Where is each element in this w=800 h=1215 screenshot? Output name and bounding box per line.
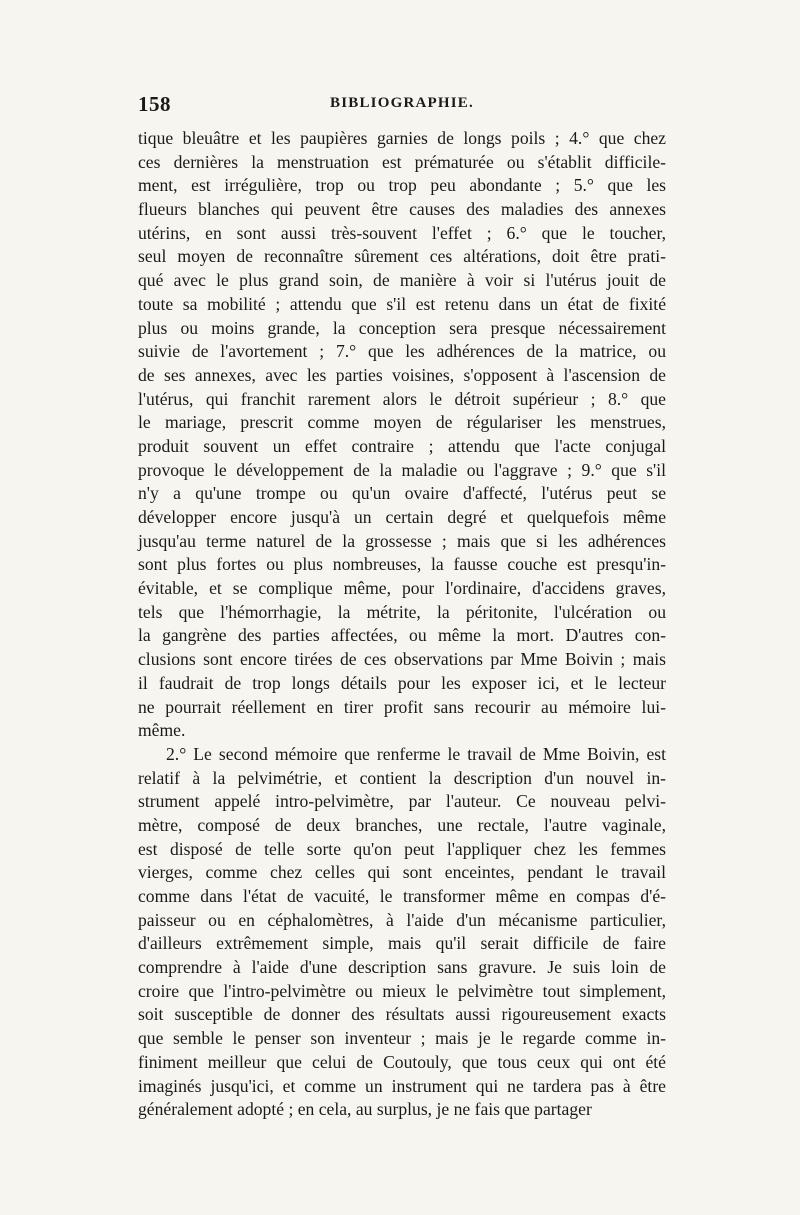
text-line: flueurs blanches qui peuvent être causes des maladies des annexes [138,199,666,220]
text-line: ces dernières la menstruation est prématurée ou s'établit difficile- [138,151,666,172]
text-line: généralement adopté ; en cela, au surplus, je ne fais que partager [138,1099,592,1120]
text-line: comme dans l'état de vacuité, le transformer même en compas d'é- [138,886,666,906]
text-line: tels que l'hémorrhagie, la métrite, la péritonite, l'ulcération ou [138,601,666,622]
text-line: même. [138,720,186,741]
text-line: développer encore jusqu'à un certain degré et quelquefois même [138,507,666,527]
text-line: 2.° Le second mémoire que renferme le travail de Mme Boivin, est [166,743,666,764]
text-line: suivie de l'avortement ; 7.° que les adhérences de la matrice, ou [138,341,666,362]
text-line: utérins, en sont aussi très-souvent l'effet ; 6.° que le toucher, [138,222,666,243]
text-line: comprendre à l'aide d'une description sans gravure. Je suis loin de [138,957,666,978]
text-line: de ses annexes, avec les parties voisines, s'opposent à l'ascension de [138,364,666,385]
text-line: clusions sont encore tirées de ces observations par Mme Boivin ; mais [138,649,666,670]
text-line: provoque le développement de la maladie ou l'aggrave ; 9.° que s'il [138,459,666,480]
text-line: soit susceptible de donner des résultats aussi rigoureusement exacts [138,1004,666,1025]
text-line: ne pourrait réellement en tirer profit sans recourir au mémoire lui- [138,696,666,717]
running-title: BIBLIOGRAPHIE. [330,95,474,111]
text-line: vierges, comme chez celles qui sont enceintes, pendant le travail [138,862,666,883]
text-line: seul moyen de reconnaître sûrement ces altérations, doit être prati- [138,246,666,267]
text-line: finiment meilleur que celui de Coutouly, que tous ceux qui ont été [138,1051,666,1072]
page-number: 158 [138,92,171,116]
text-line: toute sa mobilité ; attendu que s'il est retenu dans un état de fixité [138,293,666,314]
text-line: évitable, et se complique même, pour l'ordinaire, d'accidens graves, [138,578,666,599]
text-line: la gangrène des parties affectées, ou même la mort. D'autres con- [138,625,666,646]
text-line: il faudrait de trop longs détails pour les exposer ici, et le lecteur [138,672,666,693]
text-line: relatif à la pelvimétrie, et contient la description d'un nouvel in- [138,767,666,788]
text-line: strument appelé intro-pelvimètre, par l'auteur. Ce nouveau pelvi- [138,791,666,812]
text-line: jusqu'au terme naturel de la grossesse ; mais que si les adhérences [138,530,666,551]
text-line: est disposé de telle sorte qu'on peut l'appliquer chez les femmes [138,838,666,859]
text-line: paisseur ou en céphalomètres, à l'aide d'un mécanisme particulier, [138,909,666,930]
text-line: tique bleuâtre et les paupières garnies de longs poils ; 4.° que chez [138,128,666,148]
text-line: produit souvent un effet contraire ; attendu que l'acte conjugal [138,435,666,456]
text-line: croire que l'intro-pelvimètre ou mieux le pelvimètre tout simplement, [138,980,666,1001]
body-text [138,127,666,1122]
page-header [138,92,666,116]
text-line: qué avec le plus grand soin, de manière à voir si l'utérus jouit de [138,270,666,291]
text-line: n'y a qu'une trompe ou qu'un ovaire d'affecté, l'utérus peut se [138,483,666,504]
text-line: mètre, composé de deux branches, une rectale, l'autre vaginale, [138,814,666,835]
text-line: imaginés jusqu'ici, et comme un instrument qui ne tardera pas à être [138,1075,666,1096]
text-line: sont plus fortes ou plus nombreuses, la fausse couche est presqu'in- [138,554,666,575]
text-line: que semble le penser son inventeur ; mais je le regarde comme in- [138,1028,666,1049]
text-line: plus ou moins grande, la conception sera presque nécessairement [138,317,666,338]
text-line: d'ailleurs extrêmement simple, mais qu'il serait difficile de faire [138,933,666,954]
text-line: le mariage, prescrit comme moyen de régulariser les menstrues, [138,412,666,433]
text-line: l'utérus, qui franchit rarement alors le détroit supérieur ; 8.° que [138,388,666,409]
text-line: ment, est irrégulière, trop ou trop peu abondante ; 5.° que les [138,175,666,196]
